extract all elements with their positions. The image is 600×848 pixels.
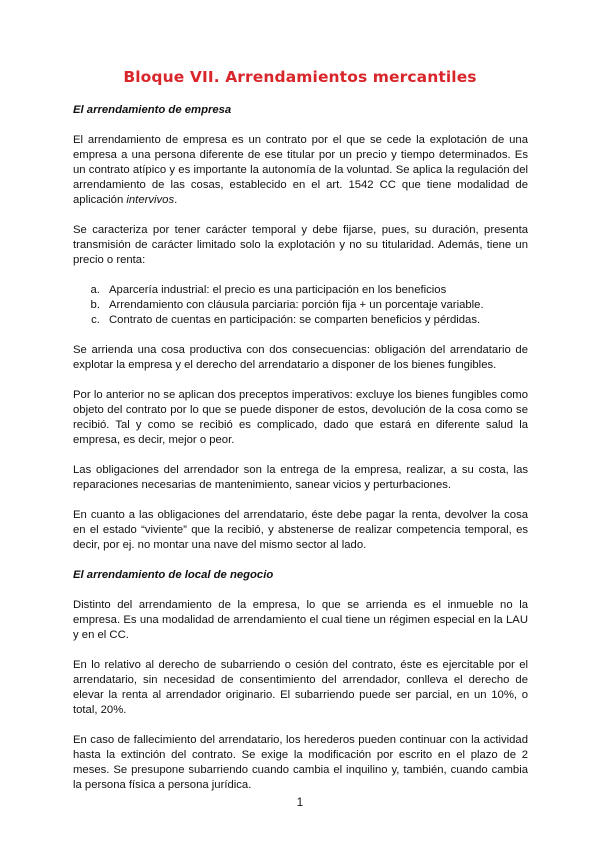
document-title: Bloque VII. Arrendamientos mercantiles	[123, 68, 477, 86]
section-heading-local: El arrendamiento de local de negocio	[73, 569, 274, 581]
paragraph: En cuanto a las obligaciones del arrendatario, éste debe pagar la renta, devolver la cosa en el estado “viviente” que la recibió, y abstenerse de realizar competencia temporal, es decir, por ej. no montar una nave del mismo sector al lado.	[73, 509, 528, 551]
italic-term: intervivos	[126, 194, 175, 206]
paragraph: Por lo anterior no se aplican dos preceptos imperativos: excluye los bienes fungibles como objeto del contrato por lo que se puede disponer de estos, devolución de la cosa como se recibió. Tal y como se recibió es complicado, dado que estará en diferente salud la empresa, es decir, mejor o peor.	[73, 389, 528, 446]
list-item: a. Aparcería industrial: el precio es una participación en los beneficios	[103, 283, 528, 298]
paragraph: Se arrienda una cosa productiva con dos consecuencias: obligación del arrendatario de explotar la empresa y el derecho del arrendatario a disponer de los bienes fungibles.	[73, 344, 528, 371]
document-body	[73, 103, 528, 808]
paragraph	[73, 133, 528, 208]
page-number: 1	[296, 797, 304, 809]
paragraph-text: El arrendamiento de empresa es un contrato por el que se cede la explotación de una empresa a una persona diferente de ese titular por un precio y tiempo determinados. Es un contrato atípico y es importante la autonomía de la voluntad. Se aplica la regulación del arrendamiento de las cosas, establecido en el art. 1542 CC que tiene modalidad de aplicación	[73, 134, 528, 206]
list-item: c. Contrato de cuentas en participación: se comparten beneficios y pérdidas.	[103, 313, 528, 328]
paragraph: En caso de fallecimiento del arrendatario, los herederos pueden continuar con la actividad hasta la extinción del contrato. Se exige la modificación por escrito en el plazo de 2 meses. Se presupone subarriendo cuando cambia el inquilino y, también, cuando cambia la persona física a persona jurídica.	[73, 734, 528, 791]
price-types-list	[73, 283, 528, 328]
paragraph-end: .	[174, 194, 178, 206]
section-heading-empresa: El arrendamiento de empresa	[73, 104, 232, 116]
paragraph: Las obligaciones del arrendador son la entrega de la empresa, realizar, a su costa, las reparaciones necesarias de mantenimiento, sanear vicios y perturbaciones.	[73, 464, 528, 491]
list-item: b. Arrendamiento con cláusula parciaria: porción fija + un porcentaje variable.	[103, 298, 528, 313]
paragraph: Distinto del arrendamiento de la empresa, lo que se arrienda es el inmueble no la empresa. Es una modalidad de arrendamiento el cual tiene un régimen especial en la LAU y en el CC.	[73, 599, 528, 641]
paragraph: En lo relativo al derecho de subarriendo o cesión del contrato, éste es ejercitable por el arrendatario, sin necesidad de consentimiento del arrendador, conlleva el derecho de elevar la renta al arrendador originario. El subarriendo puede ser parcial, en un 10%, o total, 20%.	[73, 659, 528, 716]
paragraph: Se caracteriza por tener carácter temporal y debe fijarse, pues, su duración, presenta transmisión de carácter limitado solo la explotación y no su titularidad. Además, tiene un precio o renta:	[73, 224, 528, 266]
